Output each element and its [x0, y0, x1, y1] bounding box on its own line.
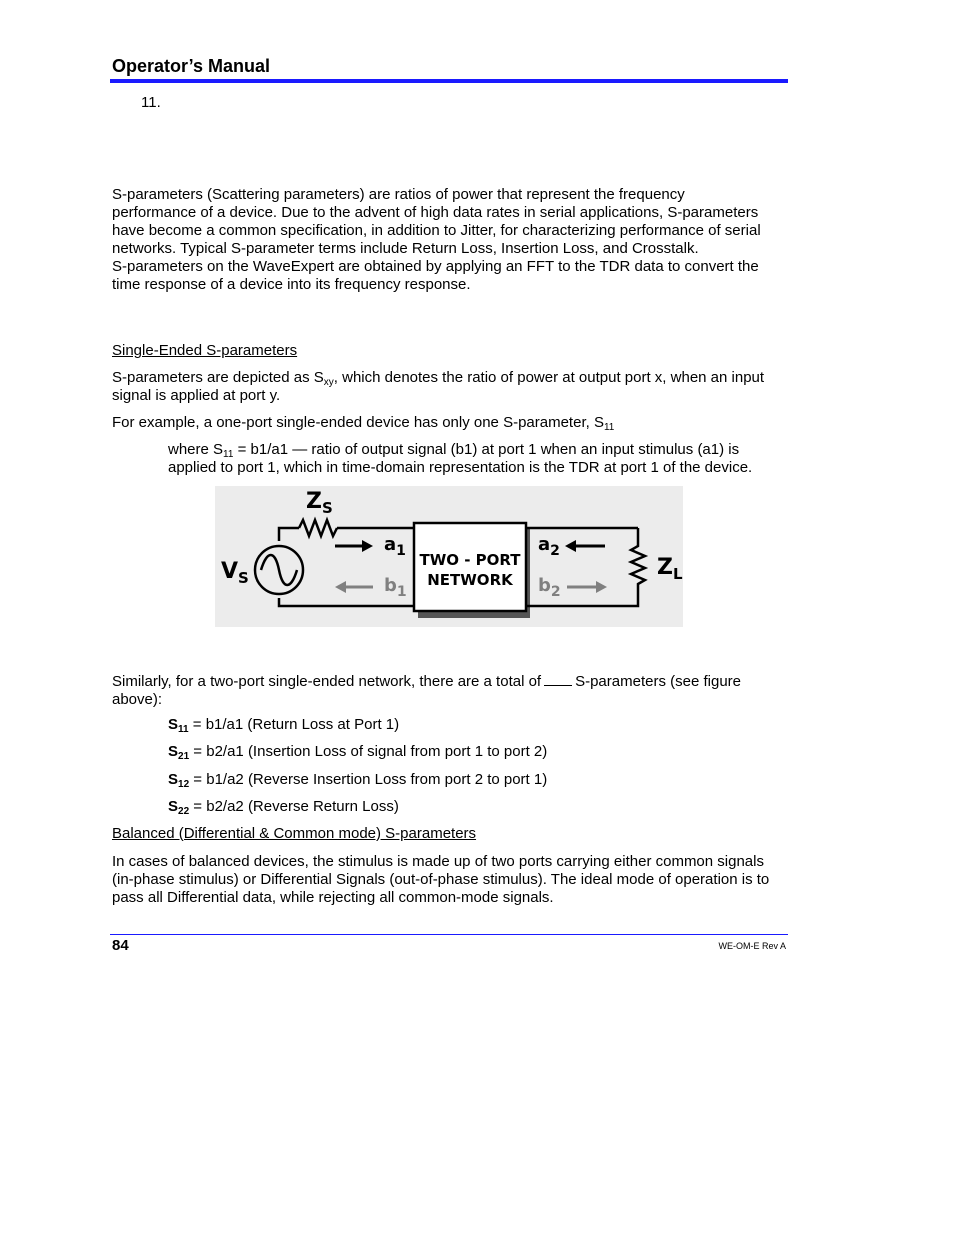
document-id: WE-OM-E Rev A — [718, 941, 786, 951]
zs-label: $Z_S$ — [306, 489, 333, 517]
sxy-definition: S-parameters are depicted as $S_{xy}$, which denotes the ratio of power at output port x, when an input signal is applied at port y. — [112, 369, 765, 404]
param-s22: $S_{22} = b2/a2$ (Reverse Return Loss) — [168, 798, 399, 817]
single-ended-heading: Single-Ended S-parameters — [112, 342, 298, 359]
a2-arrow-icon — [565, 540, 576, 552]
balanced-paragraph: In cases of balanced devices, the stimulus is made up of two ports carrying either common signals (in-phase stimulus) or Differential Signals (out-of-phase stimulus). The ideal mode of operation is to pass all Differential data, while rejecting all common-mode signals. — [112, 853, 770, 906]
zs-resistor-icon — [299, 520, 337, 536]
b1-label: $b_1$ — [384, 575, 407, 600]
intro-paragraph: S-parameters (Scattering parameters) are ratios of power that represent the frequency performance of a device. Due to the advent of high data rates in serial applications, S-parameters have become a common specification, in addition to Jitter, for characterizing performance of serial networks. Typical S-parameter terms include Return Loss, Insertion Loss, and Crosstalk. S-parameters on the WaveExpert are obtained by applying an FFT to the TDR data to convert the time response of a device into its frequency response. — [112, 186, 761, 293]
a1-arrow-icon — [362, 540, 373, 552]
zl-resistor-icon — [631, 528, 645, 588]
left-top-wire — [279, 528, 299, 541]
b1-arrow-icon — [335, 581, 346, 593]
footer-rule — [110, 934, 788, 935]
header-rule — [110, 79, 788, 83]
fill-in-blank — [544, 671, 572, 686]
s11-where-clause: where $S_{11} = b1/a1$ — ratio of output signal (b1) at port 1 when an input stimulus (a1) is applied to port 1, which in time-domain representation is the TDR at port 1 of the device. — [168, 441, 753, 476]
b2-label: $b_2$ — [538, 575, 561, 600]
zl-label: $Z_L$ — [657, 555, 683, 583]
vs-label: $V_S$ — [221, 559, 249, 587]
one-port-example: For example, a one-port single-ended device has only one S-parameter, $S_{11}$ — [112, 414, 615, 433]
a2-label: $a_2$ — [538, 534, 560, 559]
network-label-line2: NETWORK — [427, 571, 513, 589]
two-port-paragraph: Similarly, for a two-port single-ended network, there are a total of S-parameters (see figure above): — [112, 673, 741, 708]
param-s11: $S_{11} = b1/a1$ (Return Loss at Port 1) — [168, 716, 400, 735]
page-number: 84 — [112, 937, 129, 954]
a1-label: $a_1$ — [384, 534, 406, 559]
param-s12: $S_{12} = b1/a2$ (Reverse Insertion Loss from port 2 to port 1) — [168, 771, 548, 790]
b2-arrow-icon — [596, 581, 607, 593]
sine-wave-icon — [261, 555, 297, 585]
balanced-heading: Balanced (Differential & Common mode) S-parameters — [112, 825, 477, 842]
param-s21: $S_{21} = b2/a1$ (Insertion Loss of signal from port 1 to port 2) — [168, 743, 548, 762]
network-label-line1: TWO - PORT — [419, 551, 521, 569]
list-item-number: 11. — [141, 94, 161, 111]
two-port-network-diagram — [215, 486, 683, 627]
manual-title: Operator’s Manual — [112, 56, 271, 76]
left-bottom-wire — [279, 598, 414, 606]
